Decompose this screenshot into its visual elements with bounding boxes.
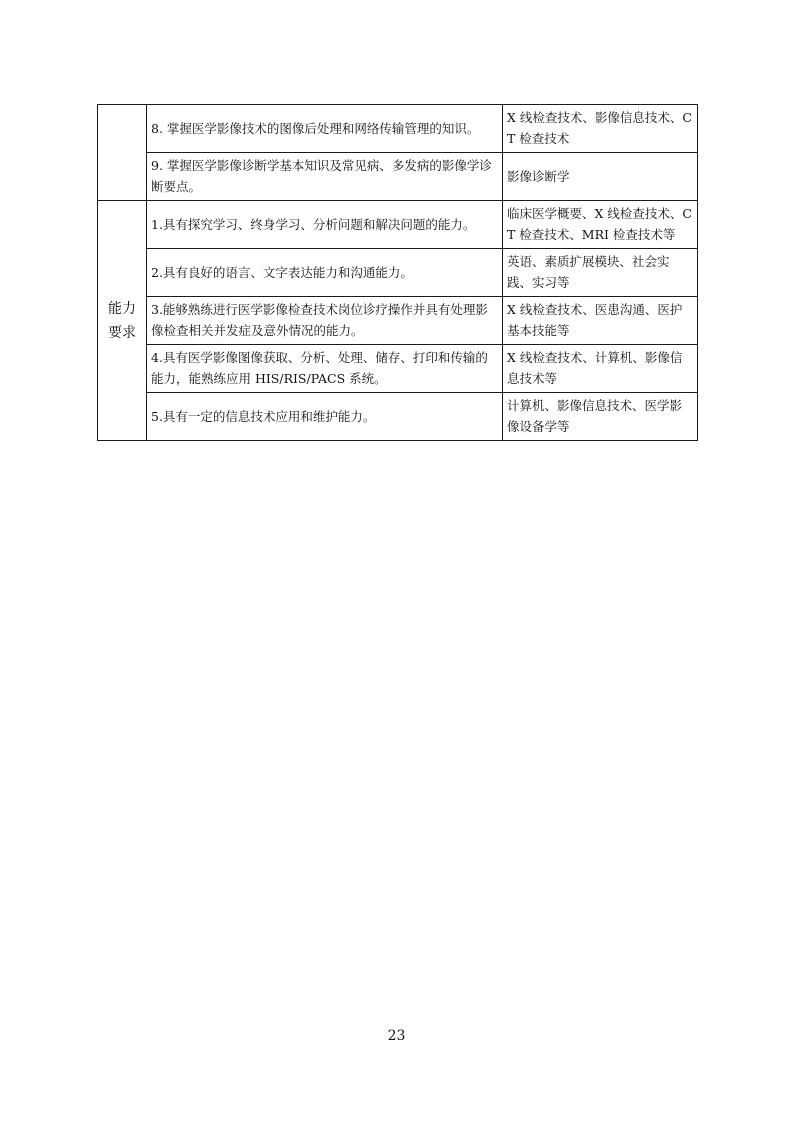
requirement-cell: 1.具有探究学习、终身学习、分析问题和解决问题的能力。 bbox=[147, 201, 503, 249]
course-cell: 临床医学概要、X 线检查技术、CT 检查技术、MRI 检查技术等 bbox=[503, 201, 698, 249]
requirements-table bbox=[97, 104, 698, 441]
course-cell: X 线检查技术、医患沟通、医护基本技能等 bbox=[503, 297, 698, 345]
table-row bbox=[98, 297, 698, 345]
table-row bbox=[98, 153, 698, 201]
table-row bbox=[98, 393, 698, 441]
course-cell: X 线检查技术、影像信息技术、CT 检查技术 bbox=[503, 105, 698, 153]
requirement-cell: 4.具有医学影像图像获取、分析、处理、储存、打印和传输的能力，能熟练应用 HIS/RIS/PACS 系统。 bbox=[147, 345, 503, 393]
course-cell: X 线检查技术、计算机、影像信息技术等 bbox=[503, 345, 698, 393]
category-cell-ability: 能力要求 bbox=[98, 201, 147, 441]
table-row bbox=[98, 201, 698, 249]
category-cell-knowledge bbox=[98, 105, 147, 201]
table-row bbox=[98, 249, 698, 297]
requirement-cell: 3.能够熟练进行医学影像检查技术岗位诊疗操作并具有处理影像检查相关并发症及意外情况的能力。 bbox=[147, 297, 503, 345]
table-row bbox=[98, 105, 698, 153]
requirement-cell: 9. 掌握医学影像诊断学基本知识及常见病、多发病的影像学诊断要点。 bbox=[147, 153, 503, 201]
table-row bbox=[98, 345, 698, 393]
requirement-cell: 8. 掌握医学影像技术的图像后处理和网络传输管理的知识。 bbox=[147, 105, 503, 153]
course-cell: 影像诊断学 bbox=[503, 153, 698, 201]
requirement-cell: 2.具有良好的语言、文字表达能力和沟通能力。 bbox=[147, 249, 503, 297]
course-cell: 计算机、影像信息技术、医学影像设备学等 bbox=[503, 393, 698, 441]
course-cell: 英语、素质扩展模块、社会实践、实习等 bbox=[503, 249, 698, 297]
page-number: 23 bbox=[387, 1028, 406, 1044]
requirement-cell: 5.具有一定的信息技术应用和维护能力。 bbox=[147, 393, 503, 441]
